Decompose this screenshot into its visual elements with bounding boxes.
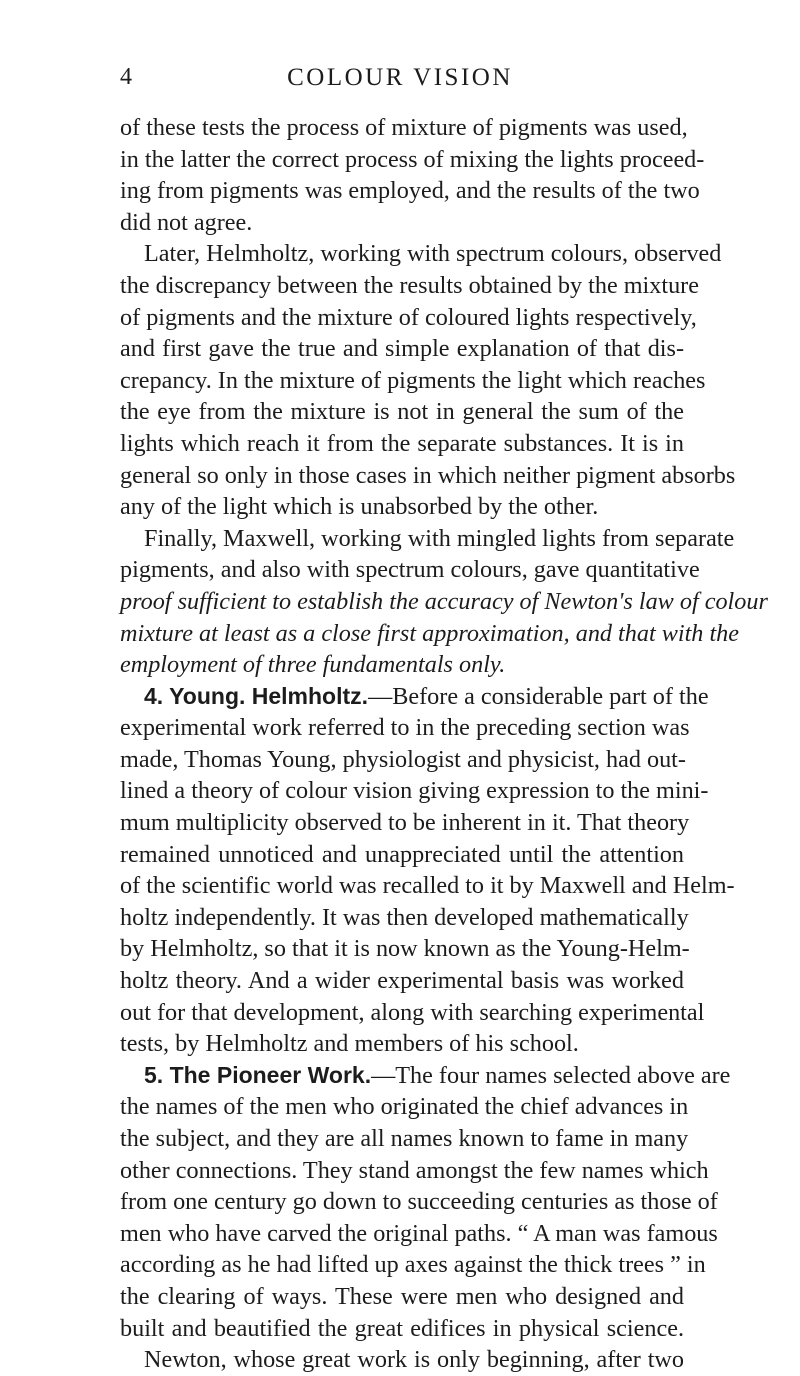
text-line: did not agree. — [120, 208, 253, 236]
text-line: lined a theory of colour vision giving expression to the mini- — [120, 777, 709, 805]
text-line: any of the light which is unabsorbed by the other. — [120, 493, 599, 521]
italic-line: proof sufficient to establish the accuracy of Newton's law of colour — [120, 587, 768, 615]
text-line: experimental work referred to in the preceding section was — [120, 714, 690, 742]
text-line: other connections. They stand amongst the few names which — [120, 1156, 709, 1184]
text-line: the names of the men who originated the chief advances in — [120, 1093, 689, 1121]
text-line: from one century go down to succeeding centuries as those of — [120, 1188, 718, 1216]
body-text — [120, 112, 768, 1376]
text-line: Newton, whose great work is only beginning, after two — [144, 1346, 684, 1374]
text-line: tests, by Helmholtz and members of his school. — [120, 1030, 579, 1058]
text-line: of the scientific world was recalled to it by Maxwell and Helm- — [120, 872, 735, 900]
running-title: COLOUR VISION — [287, 64, 513, 91]
text-line: the eye from the mixture is not in general the sum of the — [120, 398, 684, 426]
text-line: pigments, and also with spectrum colours, gave quantitative — [120, 556, 700, 584]
text-line: the subject, and they are all names known to fame in many — [120, 1125, 689, 1152]
text-line: crepancy. In the mixture of pigments the light which reaches — [120, 366, 706, 394]
text-line: men who have carved the original paths. “ A man was famous — [120, 1219, 718, 1247]
section-4-first-line — [120, 681, 709, 713]
page-number: 4 — [120, 64, 133, 90]
text-line: lights which reach it from the separate substances. It is in — [120, 429, 684, 457]
text-line: of pigments and the mixture of coloured lights respectively, — [120, 303, 697, 331]
text-line: out for that development, along with searching experimental — [120, 998, 705, 1026]
text-line: built and beautified the great edifices in physical science. — [120, 1314, 684, 1342]
text-line: of these tests the process of mixture of pigments was used, — [120, 114, 688, 141]
text-line: according as he had lifted up axes against the thick trees ” in — [120, 1251, 706, 1279]
text-line: remained unnoticed and unappreciated until the attention — [120, 840, 684, 868]
text-line: Finally, Maxwell, working with mingled lights from separate — [144, 524, 735, 552]
italic-line: mixture at least as a close first approximation, and that with the — [120, 619, 739, 647]
text-line: Later, Helmholtz, working with spectrum colours, observed — [144, 240, 722, 268]
section-heading-5: 5. The Pioneer Work. — [144, 1061, 372, 1088]
text-line: in the latter the correct process of mixing the lights proceed- — [120, 145, 705, 173]
text-line: and first gave the true and simple explanation of that dis- — [120, 335, 684, 363]
section-5-first-line — [120, 1060, 731, 1092]
text-line: ing from pigments was employed, and the results of the two — [120, 177, 700, 205]
text-line: holtz theory. And a wider experimental basis was worked — [120, 967, 684, 995]
text-line: the discrepancy between the results obtained by the mixture — [120, 271, 699, 299]
running-head — [120, 64, 680, 100]
text-line: mum multiplicity observed to be inherent in it. That theory — [120, 809, 690, 837]
text-line: the clearing of ways. These were men who designed and — [120, 1282, 684, 1310]
section-heading-4: 4. Young. Helmholtz. — [144, 682, 369, 709]
text-line: holtz independently. It was then developed mathematically — [120, 903, 689, 931]
text-run: —Before a considerable part of the — [368, 682, 709, 710]
text-line: by Helmholtz, so that it is now known as the Young-Helm- — [120, 935, 690, 963]
text-line: general so only in those cases in which neither pigment absorbs — [120, 461, 736, 489]
text-line: made, Thomas Young, physiologist and physicist, had out- — [120, 745, 686, 773]
text-run: —The four names selected above are — [371, 1061, 731, 1089]
italic-line: employment of three fundamentals only. — [120, 651, 506, 679]
